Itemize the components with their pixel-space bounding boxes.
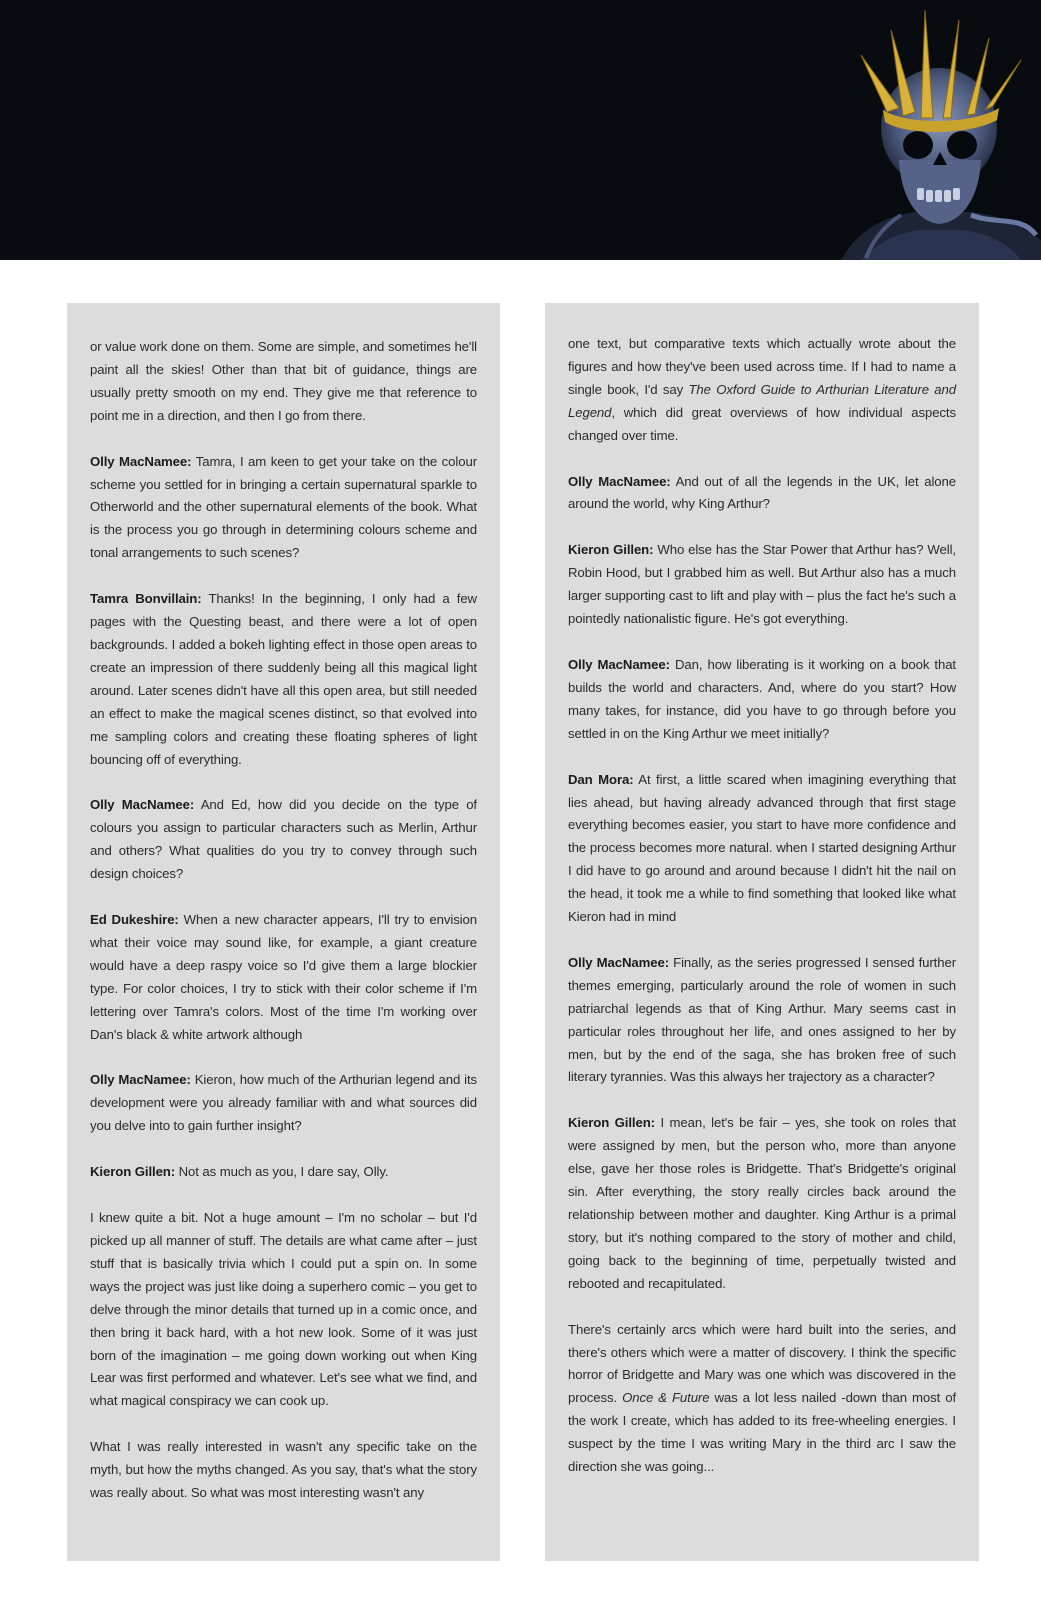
- speaker-name: Kieron Gillen:: [568, 1115, 655, 1131]
- paragraph: What I was really interested in wasn't any specific take on the myth, but how the myths changed. As you say, that's what the story was really about. So what was most interesting wasn't any: [90, 1439, 477, 1501]
- paragraph: Ed Dukeshire: When a new character appears, I'll try to envision what their voice may sound like, for example, a giant creature would have a deep raspy voice so I'd give them a large blockier type. For color choices, I try to stick with their color scheme if I'm lettering over Tamra's colors. Most of the time I'm working over Dan's black & white artwork although: [90, 912, 478, 1042]
- paragraph: I knew quite a bit. Not a huge amount – I'm no scholar – but I'd picked up all manner of stuff. The details are what came after – just stuff that is basically trivia which I could put a spin on. In some ways the project was just like doing a superhero comic – you get to delve through the minor details that turned up in a comic once, and then bring it back hard, with a hot new look. Some of it was just born of the imagination – me going down working out when King Lear was first performed and whatever. Let's see what we find, and what magical conspiracy we can cook up.: [90, 1210, 477, 1409]
- speaker-name: Olly MacNamee:: [90, 453, 192, 469]
- paragraph: Olly MacNamee: And Ed, how did you decide on the type of colours you assign to particular characters such as Merlin, Arthur and others? What qualities do you try to convey through such design choices?: [90, 797, 477, 882]
- interview-column-right: [545, 303, 979, 1561]
- paragraph: Olly MacNamee: Kieron, how much of the Arthurian legend and its development were you already familiar with and what sources did you delve into to gain further insight?: [90, 1072, 478, 1134]
- book-title: The Oxford Guide to Arthurian Literature and Legend: [568, 381, 957, 420]
- speaker-name: Olly MacNamee:: [568, 656, 670, 672]
- paragraph: Kieron Gillen: I mean, let's be fair – yes, she took on roles that were assigned by men, but the person who, more than anyone else, gave her those roles is Bridgette. That's Bridgette's original sin. After everything, the story really circles back around the relationship between mother and daughter. King Arthur is a primal story, but it's nothing compared to the story of mother and child, going back to the beginning of time, perpetually twisted and rebooted and recapitulated.: [568, 1115, 956, 1291]
- paragraph: one text, but comparative texts which actually wrote about the figures and how they've been used across time. If I had to name a single book, I'd say The Oxford Guide to Arthurian Literature and Legend, which did great overviews of how individual aspects changed over time.: [568, 336, 957, 443]
- interview-column-left: [67, 303, 500, 1561]
- speaker-name: Dan Mora:: [568, 771, 634, 787]
- paragraph: or value work done on them. Some are simple, and sometimes he'll paint all the skies! Other than that bit of guidance, things are usually pretty smooth on my end. They give me that reference to point me in a direction, and then I go from there.: [90, 339, 477, 423]
- paragraph: Dan Mora: At first, a little scared when imagining everything that lies ahead, but having already advanced through that first stage everything becomes easier, you start to have more confidence and the process becomes more natural. when I started designing Arthur I did have to go around and around because I didn't hit the nail on the head, it took me a while to find something that looked like what Kieron had in mind: [568, 771, 956, 925]
- skull-with-gold-crown-art: [821, 0, 1041, 260]
- paragraph: Olly MacNamee: And out of all the legends in the UK, let alone around the world, why King Arthur?: [568, 473, 956, 512]
- speaker-name: Ed Dukeshire:: [90, 912, 179, 928]
- header-banner: [0, 0, 1041, 260]
- comic-title: Once & Future: [622, 1390, 710, 1406]
- speaker-name: Olly MacNamee:: [90, 1072, 191, 1088]
- speaker-name: Olly MacNamee:: [568, 473, 671, 489]
- speaker-name: Tamra Bonvillain:: [90, 591, 202, 607]
- speaker-name: Olly MacNamee:: [568, 954, 670, 970]
- paragraph: There's certainly arcs which were hard built into the series, and there's others which were a matter of discovery. I think the specific horror of Bridgette and Mary was one which was discovered in the process. Once & Future was a lot less nailed -down than most of the work I create, which has added to its free-wheeling energies. I suspect by the time I was writing Mary in the third arc I saw the direction she was going...: [568, 1321, 957, 1475]
- paragraph: Olly MacNamee: Finally, as the series progressed I sensed further themes emerging, particularly around the role of women in such patriarchal legends as that of King Arthur. Mary seems cast in particular roles throughout her life, and ones assigned to her by men, but by the end of the saga, she has broken free of such literary tyrannies. Was this always her trajectory as a character?: [568, 954, 956, 1085]
- paragraph: Kieron Gillen: Not as much as you, I dare say, Olly.: [90, 1164, 389, 1180]
- paragraph: Olly MacNamee: Tamra, I am keen to get your take on the colour scheme you settled for in bringing a certain supernatural sparkle to Otherworld and the other supernatural elements of the book. What is the process you go through in determining colours scheme and tonal arrangements to such scenes?: [90, 453, 477, 561]
- speaker-name: Kieron Gillen:: [568, 542, 654, 558]
- paragraph: Tamra Bonvillain: Thanks! In the beginning, I only had a few pages with the Questing beast, and there were a lot of open backgrounds. I added a bokeh lighting effect in those open areas to create an impression of there suddenly being all this magical light around. Later scenes didn't have all this open area, but still needed an effect to make the magical scenes distinct, so that evolved into me sampling colors and creating these floating spheres of light bouncing off of everything.: [90, 591, 477, 767]
- speaker-name: Olly MacNamee:: [90, 797, 195, 813]
- paragraph: Olly MacNamee: Dan, how liberating is it working on a book that builds the world and characters. And, where do you start? How many takes, for instance, did you have to go through before you settled in on the King Arthur we meet initially?: [568, 656, 956, 741]
- paragraph: Kieron Gillen: Who else has the Star Power that Arthur has? Well, Robin Hood, but I grabbed him as well. But Arthur also has a much larger supporting cast to lift and play with – plus the fact he's such a pointedly nationalistic figure. He's got everything.: [568, 542, 956, 627]
- speaker-name: Kieron Gillen:: [90, 1164, 176, 1180]
